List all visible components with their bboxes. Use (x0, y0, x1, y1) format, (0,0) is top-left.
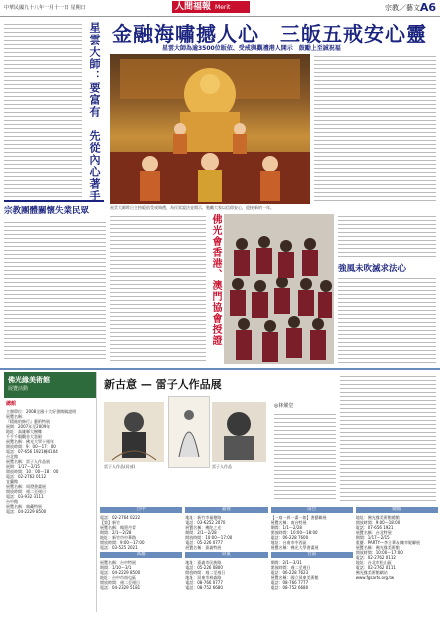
listing-line: 地址：新竹市中華路 (100, 535, 136, 540)
page-header (0, 0, 440, 24)
ceremony-illustration (110, 54, 310, 204)
issue-date: 中華民國九十八年一月十一日 星期日 (4, 5, 86, 11)
artwork-caption-1: 雷子人作品(局部) (104, 464, 136, 469)
listing-line: 展覽名稱：南台特展 (270, 520, 307, 525)
listing-line: 開放時間：10:00〜18:00 (270, 530, 318, 535)
gallery-listing-line: 開放時間：9：00〜17：00 (6, 444, 56, 449)
listing-column (271, 505, 353, 613)
art-article-right (340, 374, 436, 502)
listing-line: 電話：04-2329 5181 (100, 585, 141, 590)
art-article-text (274, 412, 336, 500)
ceremony-photo (110, 54, 310, 204)
left-article-column (4, 220, 106, 360)
gallery-listing-line: 開放時間：週二至週日 (6, 489, 46, 494)
artwork-3-illustration (212, 402, 266, 462)
gallery-listing-line: 展覽名稱：雷子人作品展 (6, 459, 50, 464)
left-vertical-headline: 星雲大師：要富有 先從內心著手 (88, 22, 101, 202)
gallery-listing-line: 主辦單位：2008全國十大好書徵稿說明 (6, 409, 77, 414)
newspaper-logo: 人間福報 Merit Times (172, 1, 250, 13)
gallery-listing-line: 電話：03-932 3111 (6, 494, 44, 499)
listing-line: 地址：台北市松山區 (355, 560, 392, 565)
listing-line: 開放時間：10:00〜17:00 (355, 550, 403, 555)
listing-line: 期間：1/10〜3/1 (100, 565, 132, 570)
gallery-listing-line: 展覽名稱：周澄書畫展 (6, 484, 46, 489)
listing-line: 地址：台南市中西區 (270, 540, 307, 545)
listing-venue-bar: 嘉義 (185, 507, 267, 513)
gallery-listing-line: 展期：2007年至2009年 (6, 424, 51, 429)
listing-line: 佛光緣美術館網站 (355, 570, 388, 575)
gallery-listing-line: 電話：07-656 1921轉4104 (6, 449, 58, 454)
macau-text-top (338, 214, 436, 258)
section-name: 宗教／藝文 (385, 4, 420, 12)
listing-line: 【第】新竹 (100, 520, 120, 525)
artwork-2-illustration (169, 397, 209, 467)
listing-line: 電話：08-766 7777 (270, 580, 309, 585)
listing-line: 電話：05-226 0777 (185, 540, 223, 545)
gallery-listing-line: 展覽名稱： (6, 414, 26, 419)
artwork-image-1 (104, 402, 164, 462)
gallery-listing-line: 『精進的修行』藝術特展 (6, 419, 50, 424)
listing-line: 電話：02-2762 0112 (355, 555, 396, 560)
gallery-sidebar (4, 372, 97, 612)
listing-line: 地址：佛光緣美術館總館 (355, 515, 400, 520)
listing-line: 地址：嘉義市民族路 (185, 560, 222, 565)
listing-venue-bar: 高雄 (100, 552, 182, 558)
right-text-column (314, 54, 436, 204)
gallery-listing-line: 台中館 (6, 499, 18, 504)
listing-line: www.fgsarts.org.tw (355, 575, 395, 580)
photo-caption: 星雲大師昨日主持皈依受戒典禮，為民眾說法並開示，勉勵大家以信仰安心，迎接新的一年。 (110, 205, 274, 210)
art-exhibit-title: 新古意 — 雷子人作品展 (104, 378, 222, 391)
listing-venue-bar: 台南 (271, 552, 353, 558)
artwork-image-2 (168, 396, 210, 468)
listing-line: 開放時間：週二至週日 (100, 580, 140, 585)
listing-line: 期間：2/1〜2/28 (185, 530, 217, 535)
gallery-sidebar-list (4, 409, 96, 514)
crowd-photo (224, 214, 334, 364)
macau-vertical-headline: 佛光會香港、澳門協會授證 (210, 214, 221, 346)
gallery-listing-line: 展覽名稱：典藏特展 (6, 504, 42, 509)
listing-line: 地址：屏東市林森路 (185, 575, 222, 580)
macau-small-headline: 強風未吹滅求法心 (338, 264, 407, 274)
vertical-headline-2: 宗教團體關懷失業民眾 (4, 206, 90, 216)
listing-line: 【一扇一界一畫一如】書藝聯展 (270, 515, 327, 520)
listing-line: 展覽名稱：佛光緣美術館 (355, 545, 400, 550)
artwork-1-illustration (104, 402, 164, 462)
gallery-sidebar-sub: 展覽活動 (8, 386, 29, 392)
artwork-caption-2: 雷子人作品 (212, 464, 232, 469)
listing-line: 期間：2/1〜3/31 (270, 560, 302, 565)
listing-line: 電話：08-752 6680 (185, 585, 223, 590)
listing-line: 電話：08-752 6680 (270, 585, 309, 590)
listing-line: 電話：07-656 1921 (355, 525, 394, 530)
listing-line: 電話：02-2762 0111 (355, 565, 396, 570)
listing-line: 展覽名稱：佛陀之光 (185, 525, 222, 530)
listing-venue-bar: 台中 (100, 507, 182, 513)
artwork-image-3 (212, 402, 266, 462)
listing-line: 期間：2/1〜2/28 (100, 530, 132, 535)
main-headline: 金融海嘯撼人心 三皈五戒安心靈 (112, 22, 427, 46)
main-subhead: 星雲大師為逾3500位皈依、受戒與觀禮港人開示 鼓勵上至誠祝福 (162, 45, 341, 52)
listing-line: 電話：04-2229 8500 (100, 570, 141, 575)
listing-line: 開放時間：9:00〜17:00 (100, 540, 145, 545)
listing-column (185, 505, 267, 613)
listing-line: 電話：05-226 0800 (185, 565, 223, 570)
listing-line: 展覽名稱：台北特展 (355, 530, 392, 535)
listing-venue-bar: 總館 (356, 507, 438, 513)
macau-text-bottom (338, 276, 436, 364)
listing-line: 期間：1/17〜2/15 (355, 535, 390, 540)
listing-line: 地址：新竹市福德路 (185, 515, 222, 520)
gallery-listing-line: 開放時間：10：00〜18：00 (6, 469, 59, 474)
listing-line: 展覽名稱：台中特展 (100, 560, 136, 565)
gallery-listing-line: 電話：04-2229 8500 (6, 509, 47, 514)
gallery-listing-line: 展期：1/17〜2/15 (6, 464, 40, 469)
listing-line: 期間：1/1〜2/28 (270, 525, 302, 530)
listing-line: 電話：06-228 7600 (270, 535, 309, 540)
listing-line: 展覽名稱：翰墨丹青 (100, 525, 136, 530)
listing-columns (100, 505, 438, 613)
gallery-sidebar-tag: 總館 (6, 401, 17, 407)
art-exhibit-block (98, 372, 338, 502)
gallery-sidebar-title-bar (4, 372, 96, 398)
gallery-listing-line: 電話：02-2762 0112 (6, 474, 47, 479)
gallery-listing-line: 台北館 (6, 454, 18, 459)
listing-line: 開放時間：10:00〜17:00 (185, 535, 233, 540)
listing-line: 開放時間：週二至週日 (270, 565, 311, 570)
gallery-listing-line: 宜蘭館 (6, 479, 18, 484)
listing-line: 電話：08-766 0777 (185, 580, 223, 585)
listing-line: 電話：03-6252 2070 (185, 520, 226, 525)
gallery-sidebar-title: 佛光緣美術館 (8, 376, 50, 384)
bottom-divider (0, 368, 440, 370)
left-text-column (4, 22, 82, 198)
gallery-listing-line: 地址：高雄縣大樹鄉 (6, 429, 42, 434)
center-article-column (110, 214, 206, 364)
listing-column (356, 505, 438, 613)
listing-line: 開放時間：9:00〜18:00 (355, 520, 401, 525)
listing-line: 開放時間：週二至週日 (185, 570, 226, 575)
listing-line: 電話：06-228 7623 (270, 570, 309, 575)
listing-line: 地址：台中市南屯區 (100, 575, 136, 580)
section-divider (4, 200, 104, 202)
crowd-illustration (224, 214, 334, 364)
listing-column (100, 505, 182, 613)
listing-line: 電話：03-525 2021 (100, 545, 138, 550)
page-number: A6 (419, 1, 436, 14)
listing-line: 重慶．PARTY—李立華＆陳幸妮聯展 (355, 540, 421, 545)
gallery-listing-line: 千手千眼觀音大悲殿 (6, 434, 42, 439)
listing-line: 電話：02-2764 0222 (100, 515, 141, 520)
listing-line: 展覽名稱：佛光大學書畫展 (270, 545, 319, 550)
art-author-credit: ◎林燿堂 (274, 403, 294, 409)
listing-line: 展覽名稱：國立屏東美術館 (270, 575, 319, 580)
listing-line: 展覽名稱：嘉義特展 (185, 545, 222, 550)
gallery-listing-line: 展覽名稱：佛光大學十週年 (6, 439, 54, 444)
listing-venue-bar: 屏東 (185, 552, 267, 558)
listing-venue-bar: 南台 (271, 507, 353, 513)
